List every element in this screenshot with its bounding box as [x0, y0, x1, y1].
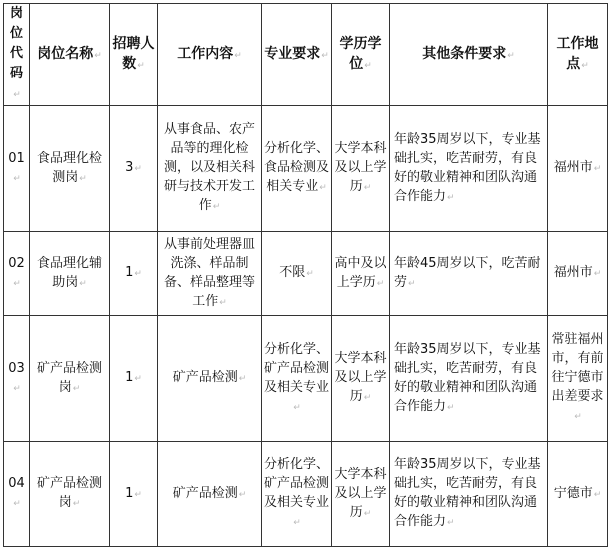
cell-major: 分析化学、矿产品检测及相关专业↵ [262, 442, 332, 547]
table-row [4, 232, 608, 316]
cell-count: 1↵ [110, 232, 158, 316]
cell-code: 03↵ [4, 316, 30, 442]
cell-code: 04↵ [4, 442, 30, 547]
cell-title: 矿产品检测岗↵ [30, 316, 110, 442]
cell-other: 年龄45周岁以下，吃苦耐劳↵ [390, 232, 548, 316]
cell-location: 常驻福州市，有前往宁德市出差要求↵ [548, 316, 608, 442]
header-cell-major: 专业要求↵ [262, 4, 332, 106]
cell-count: 1↵ [110, 442, 158, 547]
cell-other: 年龄35周岁以下，专业基础扎实，吃苦耐劳，有良好的敬业精神和团队沟通合作能力↵ [390, 442, 548, 547]
cell-major: 不限↵ [262, 232, 332, 316]
header-cell-location: 工作地点↵ [548, 4, 608, 106]
table-row [4, 442, 608, 547]
header-cell-duties: 工作内容↵ [158, 4, 262, 106]
header-cell-other: 其他条件要求↵ [390, 4, 548, 106]
cell-count: 1↵ [110, 316, 158, 442]
cell-other: 年龄35周岁以下，专业基础扎实，吃苦耐劳，有良好的敬业精神和团队沟通合作能力↵ [390, 106, 548, 232]
header-cell-code: 岗位代码↵ [4, 4, 30, 106]
cell-education: 大学本科及以上学历↵ [332, 106, 390, 232]
header-cell-title: 岗位名称↵ [30, 4, 110, 106]
table-row [4, 106, 608, 232]
cell-education: 高中及以上学历↵ [332, 232, 390, 316]
recruitment-table [3, 3, 608, 547]
cell-title: 矿产品检测岗↵ [30, 442, 110, 547]
cell-education: 大学本科及以上学历↵ [332, 316, 390, 442]
cell-code: 02↵ [4, 232, 30, 316]
table-header-row [4, 4, 608, 106]
header-cell-education: 学历学位↵ [332, 4, 390, 106]
cell-major: 分析化学、食品检测及相关专业↵ [262, 106, 332, 232]
cell-count: 3↵ [110, 106, 158, 232]
table-row [4, 316, 608, 442]
cell-duties: 矿产品检测↵ [158, 316, 262, 442]
cell-code: 01↵ [4, 106, 30, 232]
cell-education: 大学本科及以上学历↵ [332, 442, 390, 547]
cell-location: 福州市↵ [548, 232, 608, 316]
cell-major: 分析化学、矿产品检测及相关专业↵ [262, 316, 332, 442]
cell-title: 食品理化辅助岗↵ [30, 232, 110, 316]
cell-duties: 从事食品、农产品等的理化检测，以及相关科研与技术开发工作↵ [158, 106, 262, 232]
cell-title: 食品理化检测岗↵ [30, 106, 110, 232]
cell-location: 宁德市↵ [548, 442, 608, 547]
cell-other: 年龄35周岁以下，专业基础扎实，吃苦耐劳，有良好的敬业精神和团队沟通合作能力↵ [390, 316, 548, 442]
cell-duties: 矿产品检测↵ [158, 442, 262, 547]
cell-duties: 从事前处理器皿洗涤、样品制备、样品整理等工作↵ [158, 232, 262, 316]
header-cell-count: 招聘人数↵ [110, 4, 158, 106]
cell-location: 福州市↵ [548, 106, 608, 232]
